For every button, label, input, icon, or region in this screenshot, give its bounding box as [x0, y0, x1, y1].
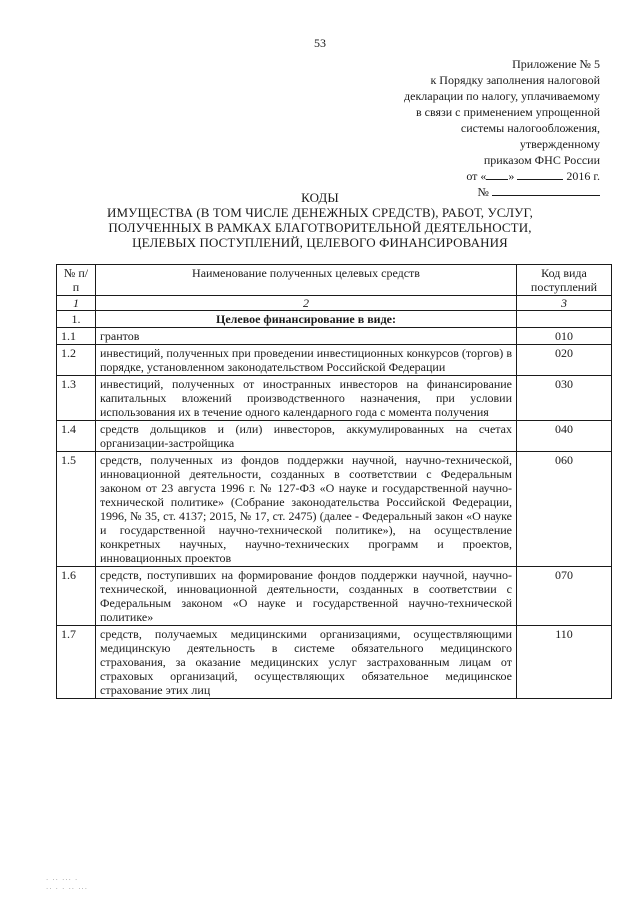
index-cell: 1	[57, 296, 96, 311]
row-name: средств дольщиков и (или) инвесторов, аккумулированных на счетах организации-застройщика	[96, 421, 517, 452]
appendix-header	[350, 56, 600, 200]
row-code: 060	[517, 452, 612, 567]
table-row	[57, 421, 612, 452]
date-mid: »	[508, 169, 515, 183]
section-code	[517, 311, 612, 328]
appendix-line: декларации по налогу, уплачиваемому	[404, 89, 600, 103]
row-num: 1.5	[57, 452, 96, 567]
month-blank	[517, 168, 563, 180]
title-line: ПОЛУЧЕННЫХ В РАМКАХ БЛАГОТВОРИТЕЛЬНОЙ ДЕЯТЕЛЬНОСТИ,	[108, 220, 532, 235]
table-row	[57, 345, 612, 376]
row-code: 070	[517, 567, 612, 626]
number-label: №	[477, 185, 489, 199]
table-row	[57, 626, 612, 699]
row-num: 1.6	[57, 567, 96, 626]
table-row	[57, 328, 612, 345]
date-suffix: 2016 г.	[566, 169, 600, 183]
document-title	[0, 190, 640, 250]
appendix-line: приказом ФНС России	[483, 153, 600, 167]
appendix-line: утвержденному	[519, 137, 600, 151]
row-num: 1.2	[57, 345, 96, 376]
header-name: Наименование полученных целевых средств	[96, 265, 517, 296]
row-name: инвестиций, полученных от иностранных инвесторов на финансирование капитальных вложений производственного назначения, при условии использования их в течение одного календарного года с момента получения	[96, 376, 517, 421]
row-name: инвестиций, полученных при проведении инвестиционных конкурсов (торгов) в порядке, установленном законодательством Российской Федерации	[96, 345, 517, 376]
row-num: 1.7	[57, 626, 96, 699]
day-blank	[486, 168, 508, 180]
title-line: ИМУЩЕСТВА (В ТОМ ЧИСЛЕ ДЕНЕЖНЫХ СРЕДСТВ), РАБОТ, УСЛУГ,	[107, 205, 533, 220]
row-name: средств, поступивших на формирование фондов поддержки научной, научно-технической, инновационной деятельности, созданных в соответствии с Федеральным законом «О науке и государственной научно-технической политике»	[96, 567, 517, 626]
appendix-line: Приложение № 5	[512, 57, 600, 71]
header-code: Код вида поступлений	[517, 265, 612, 296]
codes-table	[56, 264, 612, 699]
table-row	[57, 567, 612, 626]
appendix-line: к Порядку заполнения налоговой	[430, 73, 600, 87]
row-code: 040	[517, 421, 612, 452]
table-row	[57, 452, 612, 567]
row-num: 1.4	[57, 421, 96, 452]
row-num: 1.3	[57, 376, 96, 421]
row-code: 010	[517, 328, 612, 345]
appendix-date-line	[350, 168, 600, 184]
title-line: ЦЕЛЕВЫХ ПОСТУПЛЕНИЙ, ЦЕЛЕВОГО ФИНАНСИРОВАНИЯ	[132, 235, 508, 250]
row-code: 020	[517, 345, 612, 376]
date-prefix: от «	[466, 169, 487, 183]
title-line: КОДЫ	[301, 190, 339, 205]
row-code: 030	[517, 376, 612, 421]
section-num: 1.	[57, 311, 96, 328]
table-header-row	[57, 265, 612, 296]
scan-noise-mark: · ·· ··· · ·· · · ·· ···	[46, 876, 88, 893]
row-code: 110	[517, 626, 612, 699]
row-name: средств, получаемых медицинскими организациями, осуществляющими медицинскую деятельность в системе обязательного медицинского страхования, за оказание медицинских услуг застрахованным лицам от страховых организаций, осуществляющих обязательное медицинское страхование этих лиц	[96, 626, 517, 699]
table-index-row	[57, 296, 612, 311]
section-label: Целевое финансирование в виде:	[96, 311, 517, 328]
row-num: 1.1	[57, 328, 96, 345]
section-row	[57, 311, 612, 328]
row-name: средств, полученных из фондов поддержки научной, научно-технической, инновационной деятельности, созданных в соответствии с Федеральным законом от 23 августа 1996 г. № 127-ФЗ «О науке и государственной научно-технической политике» (Собрание законодательства Российской Федерации, 1996, № 35, ст. 4137; 2015, № 17, ст. 2475) (далее - Федеральный закон «О науке и государственной научно-технической политике»), на осуществление конкретных научных, научно-технических программ и проектов, инновационных проектов	[96, 452, 517, 567]
appendix-line: системы налогообложения,	[460, 121, 600, 135]
appendix-line: в связи с применением упрощенной	[415, 105, 600, 119]
index-cell: 3	[517, 296, 612, 311]
header-num: № п/п	[57, 265, 96, 296]
row-name: грантов	[96, 328, 517, 345]
table-row	[57, 376, 612, 421]
index-cell: 2	[96, 296, 517, 311]
page-number: 53	[314, 36, 326, 50]
